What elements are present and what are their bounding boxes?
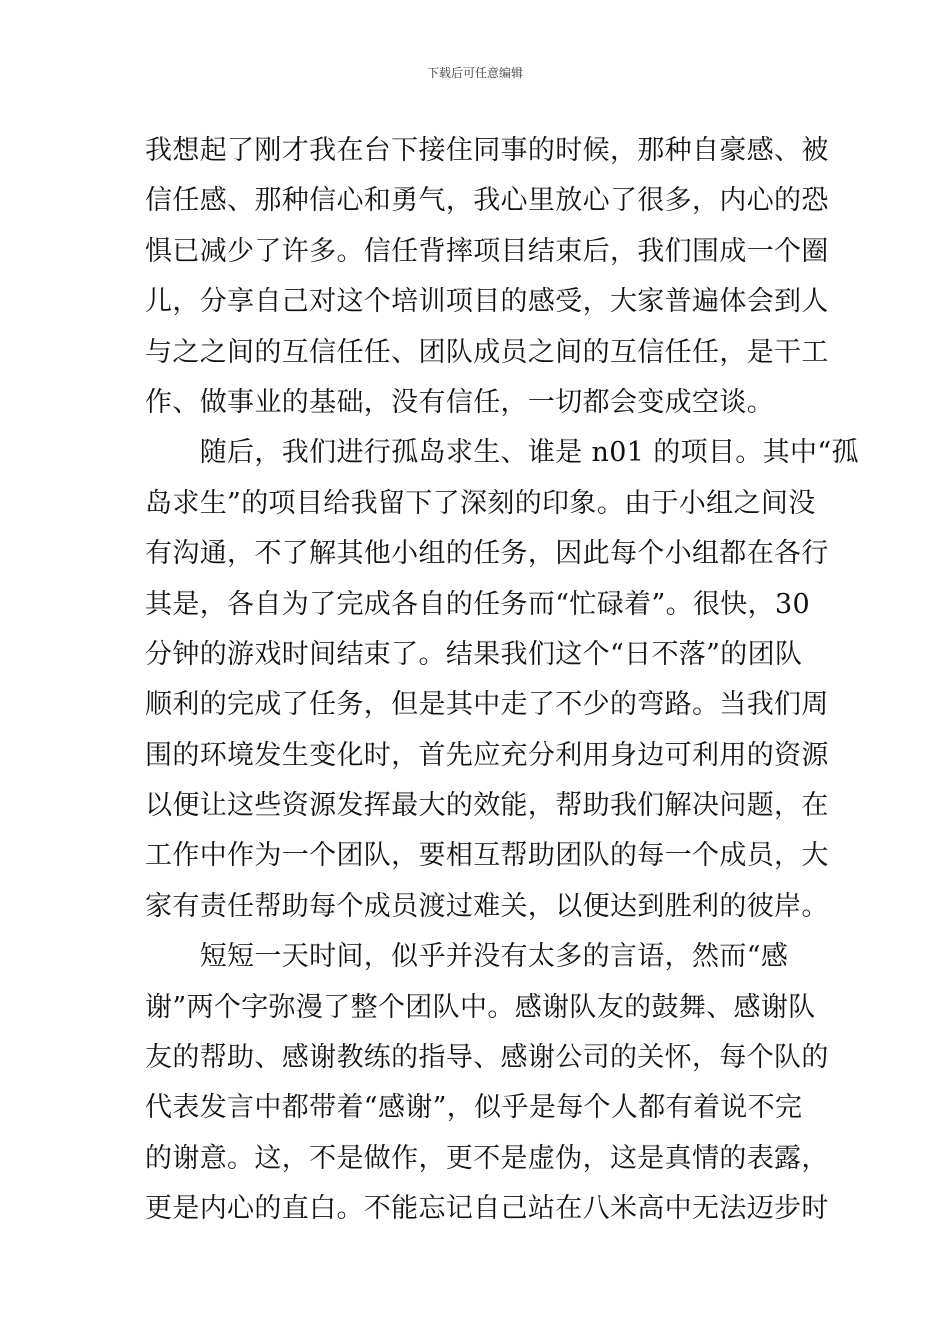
text-line: 信任感、那种信心和勇气，我心里放心了很多，内心的恐 — [145, 185, 829, 217]
text-line: 岛求生”的项目给我留下了深刻的印象。由于小组之间没 — [145, 487, 816, 519]
text-line: 分钟的游戏时间结束了。结果我们这个“日不落”的团队 — [145, 638, 803, 670]
text-line: 短短一天时间，似乎并没有太多的言语，然而“感 — [145, 941, 789, 973]
text-line: 代表发言中都带着“感谢”，似乎是每个人都有着说不完 — [145, 1092, 803, 1124]
page-header: 下载后可任意编辑 — [426, 66, 523, 80]
text-line: 有沟通，不了解其他小组的任务，因此每个小组都在各行 — [145, 538, 829, 570]
text-line: 更是内心的直白。不能忘记自己站在八米高中无法迈步时 — [145, 1193, 829, 1225]
text-line: 惧已减少了许多。信任背摔项目结束后，我们围成一个圈 — [145, 235, 829, 267]
text-line: 其是，各自为了完成各自的任务而“忙碌着”。很快，30 — [145, 588, 811, 620]
text-line: 儿，分享自己对这个培训项目的感受，大家普遍体会到人 — [145, 286, 829, 318]
text-line: 友的帮助、感谢教练的指导、感谢公司的关怀，每个队的 — [145, 1042, 829, 1074]
text-line: 以便让这些资源发挥最大的效能，帮助我们解决问题，在 — [145, 790, 829, 822]
text-line: 围的环境发生变化时，首先应充分利用身边可利用的资源 — [145, 739, 829, 771]
document-body — [145, 126, 859, 1235]
text-line: 的谢意。这，不是做作，更不是虚伪，这是真情的表露， — [145, 1142, 829, 1174]
text-line: 谢”两个字弥漫了整个团队中。感谢队友的鼓舞、感谢队 — [145, 991, 816, 1023]
text-line: 随后，我们进行孤岛求生、谁是 n01 的项目。其中“孤 — [145, 437, 859, 469]
text-line: 我想起了刚才我在台下接住同事的时候，那种自豪感、被 — [145, 135, 829, 166]
text-line: 家有责任帮助每个成员渡过难关，以便达到胜利的彼岸。 — [145, 890, 829, 922]
text-line: 作、做事业的基础，没有信任，一切都会变成空谈。 — [145, 386, 775, 418]
text-line: 与之之间的互信任任、团队成员之间的互信任任，是干工 — [145, 336, 829, 368]
text-line: 顺利的完成了任务，但是其中走了不少的弯路。当我们周 — [145, 689, 829, 721]
text-line: 工作中作为一个团队，要相互帮助团队的每一个成员，大 — [145, 840, 829, 872]
